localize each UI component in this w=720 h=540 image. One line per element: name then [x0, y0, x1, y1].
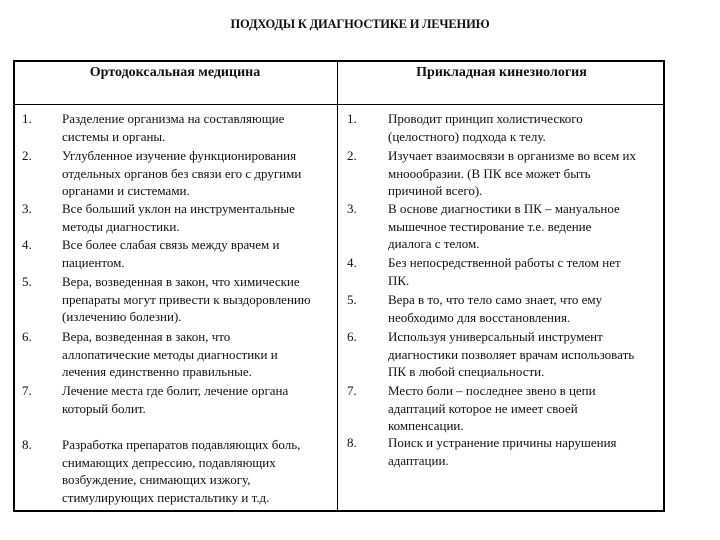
item-text-line: ПК в любой специальности.: [388, 364, 545, 379]
item-text-line: аллопатические методы диагностики и: [62, 346, 278, 362]
item-text-line: Изучает взаимосвязи в организме во всем их: [388, 148, 636, 163]
item-text-line: пациентом.: [62, 254, 125, 270]
header-divider: [13, 104, 665, 105]
item-number: 6.: [347, 329, 357, 344]
item-text: [388, 328, 634, 381]
item-text-line: диалога с телом.: [388, 236, 480, 251]
item-number: 4.: [22, 237, 32, 252]
item-text: [388, 382, 596, 435]
header-orthodox-medicine: Ортодоксальная медицина: [89, 65, 261, 80]
item-text-line: Разделение организма на составляющие: [62, 111, 285, 126]
item-text-line: отдельных органов без связи его с другими: [62, 165, 302, 181]
item-text-line: Поиск и устранение причины нарушения: [388, 435, 617, 450]
item-text-line: мноообразии. (В ПК все может быть: [388, 165, 591, 181]
item-text: [388, 147, 636, 200]
item-text: [62, 200, 295, 235]
item-text-line: Вера в то, что тело само знает, что ему: [388, 292, 603, 307]
item-number: 2.: [347, 148, 357, 163]
item-text-line: адаптаций которое не имеет своей: [388, 400, 578, 416]
item-text: [62, 147, 301, 200]
item-text-line: органами и системами.: [62, 183, 190, 198]
item-text: [62, 328, 278, 381]
item-text-line: лечения единственно правильные.: [62, 364, 252, 379]
item-text-line: Проводит принцип холистического: [388, 111, 583, 126]
item-number: 7.: [22, 383, 32, 398]
item-text: [62, 382, 288, 417]
item-number: 2.: [22, 148, 32, 163]
item-number: 3.: [347, 201, 357, 216]
item-text-line: Лечение места где болит, лечение органа: [62, 383, 289, 398]
item-text: [62, 436, 300, 506]
item-text-line: возбуждение, снимающих изжогу,: [62, 472, 251, 487]
item-text-line: диагностики позволяет врачам использовать: [388, 346, 635, 362]
header-applied-kinesiology: Прикладная кинезиология: [416, 65, 587, 80]
item-number: 8.: [22, 437, 32, 452]
document-title: ПОДХОДЫ К ДИАГНОСТИКЕ И ЛЕЧЕНИЮ: [230, 17, 490, 31]
item-text: [388, 254, 621, 289]
item-text-line: компенсации.: [388, 418, 464, 433]
item-text-line: Место боли – последнее звено в цепи: [388, 383, 596, 398]
item-number: 1.: [347, 111, 357, 126]
item-text-line: ПК.: [388, 272, 410, 288]
item-text-line: Углубленное изучение функционирования: [62, 148, 297, 163]
item-text: [62, 110, 284, 145]
item-text-line: мышечное тестирование т.е. ведение: [388, 218, 592, 234]
item-text-line: Разработка препаратов подавляющих боль,: [62, 437, 301, 452]
item-text-line: Используя универсальный инструмент: [388, 329, 603, 344]
item-text-line: необходимо для восстановления.: [388, 309, 571, 325]
item-number: 3.: [22, 201, 32, 216]
item-text-line: причиной всего).: [388, 183, 483, 198]
item-text-line: снимающих депрессию, подавляющих: [62, 454, 276, 470]
column-divider: [337, 60, 338, 512]
item-number: 1.: [22, 111, 32, 126]
item-text: [388, 434, 617, 469]
item-text: [388, 110, 583, 145]
item-text: [388, 291, 602, 326]
item-text-line: адаптации.: [388, 452, 449, 468]
item-text-line: который болит.: [62, 400, 146, 416]
item-text-line: методы диагностики.: [62, 218, 180, 234]
item-number: 5.: [347, 292, 357, 307]
item-text-line: Вера, возведенная в закон, что химические: [62, 274, 300, 289]
item-text-line: препараты могут привести к выздоровлению: [62, 291, 311, 307]
item-text-line: (целостного) подхода к телу.: [388, 128, 546, 144]
item-text: [388, 200, 620, 253]
item-text-line: Без непосредственной работы с телом нет: [388, 255, 621, 270]
item-text-line: Все больший уклон на инструментальные: [62, 201, 295, 216]
item-number: 8.: [347, 435, 357, 450]
item-text-line: Вера, возведенная в закон, что: [62, 329, 231, 344]
item-text-line: стимулирующих перистальтику и т.д.: [62, 489, 270, 505]
item-text-line: Все более слабая связь между врачем и: [62, 237, 280, 252]
item-text: [62, 236, 279, 271]
item-number: 6.: [22, 329, 32, 344]
item-number: 4.: [347, 255, 357, 270]
item-text-line: системы и органы.: [62, 128, 166, 144]
item-number: 7.: [347, 383, 357, 398]
item-text-line: (излечению болезни).: [62, 309, 182, 324]
item-text-line: В основе диагностики в ПК – мануальное: [388, 201, 620, 216]
item-number: 5.: [22, 274, 32, 289]
item-text: [62, 273, 311, 326]
